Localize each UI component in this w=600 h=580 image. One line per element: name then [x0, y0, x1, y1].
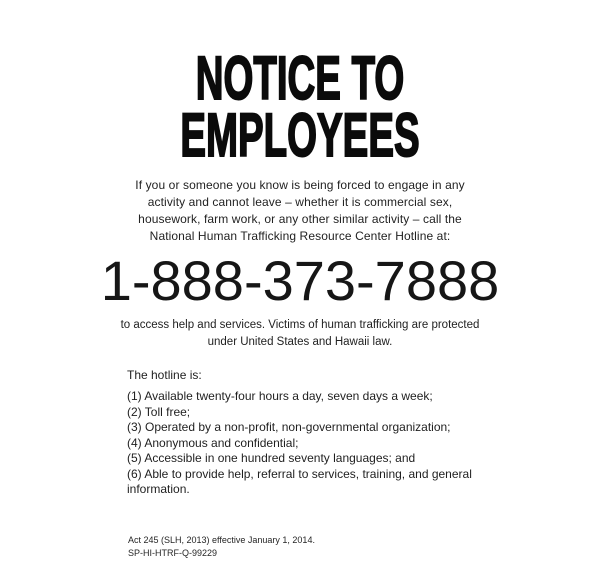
intro-line: housework, farm work, or any other similar activity – call the [138, 212, 462, 226]
intro-line: activity and cannot leave – whether it is commercial sex, [147, 195, 453, 209]
intro-paragraph [0, 177, 600, 245]
footer-form-number: SP-HI-HTRF-Q-99229 [128, 547, 218, 558]
phone-subtext-line: under United States and Hawaii law. [207, 336, 393, 348]
hotline-list-item: (4) Anonymous and confidential; [127, 435, 299, 450]
hotline-details-section [127, 367, 485, 498]
hotline-list-item: (2) Toll free; [127, 404, 191, 419]
hotline-list-item: (6) Able to provide help, referral to services, training, and general information. [127, 466, 472, 496]
hotline-list-heading: The hotline is: [127, 368, 202, 382]
page-title-line-2: EMPLOYEES [180, 101, 420, 169]
intro-line: If you or someone you know is being forced to engage in any [135, 178, 465, 192]
phone-subtext-line: to access help and services. Victims of human trafficking are protected [120, 319, 480, 331]
hotline-list-item: (3) Operated by a non-profit, non-governmental organization; [127, 420, 451, 434]
footer-act-reference: Act 245 (SLH, 2013) effective January 1, 2014. [128, 534, 315, 545]
hotline-phone-number: 1-888-373-7888 [100, 249, 500, 312]
page-title [111, 44, 489, 169]
intro-line: National Human Trafficking Resource Center Hotline at: [149, 229, 451, 243]
hotline-list-item: (5) Accessible in one hundred seventy languages; and [127, 451, 416, 465]
hotline-list-item: (1) Available twenty-four hours a day, seven days a week; [127, 389, 433, 403]
footer [128, 534, 600, 560]
phone-subtext [0, 317, 600, 351]
hotline-list [127, 389, 485, 498]
page-title-line-1: NOTICE TO [195, 44, 405, 112]
